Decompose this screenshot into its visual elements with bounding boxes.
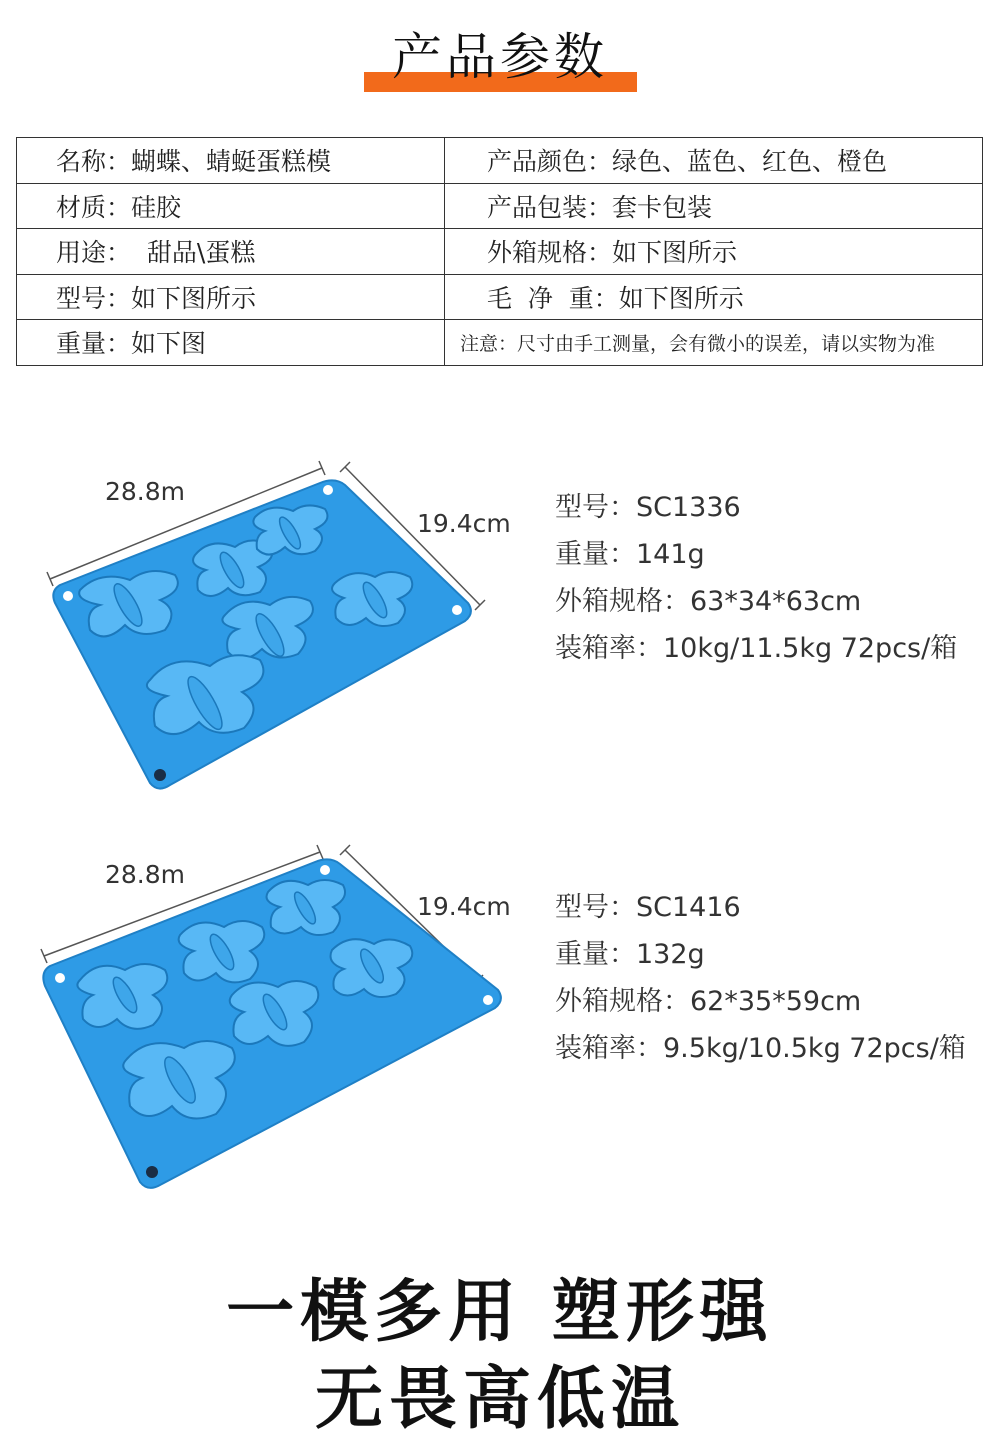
product-packing-rate: 装箱率：10kg/11.5kg 72pcs/箱 [555,633,958,664]
slogan-line-2: 无畏高低温 [314,1360,685,1439]
table-row [17,320,983,366]
spec-usage: 用途： 甜品\蛋糕 [17,229,445,275]
spec-name: 名称：蝴蝶、蜻蜓蛋糕模 [17,138,445,184]
table-row [17,229,983,275]
product-weight: 重量：141g [555,539,705,570]
spec-material: 材质：硅胶 [17,183,445,229]
spec-gross-net-weight: 毛 净 重：如下图所示 [445,274,983,320]
product-sc1336 [0,455,1000,815]
product-weight: 重量：132g [555,939,705,970]
spec-packaging: 产品包装：套卡包装 [445,183,983,229]
page-title: 产品参数 [392,28,608,86]
slogan-line-1: 一模多用 塑形强 [226,1273,774,1352]
table-row [17,274,983,320]
product-model: 型号：SC1416 [555,892,741,923]
spec-weight: 重量：如下图 [17,320,445,366]
product-packing-rate: 装箱率：9.5kg/10.5kg 72pcs/箱 [555,1033,966,1064]
spec-colors: 产品颜色：绿色、蓝色、红色、橙色 [445,138,983,184]
table-row [17,138,983,184]
spec-carton: 外箱规格：如下图所示 [445,229,983,275]
width-dimension-label: 19.4cm [417,509,511,538]
width-dimension-label: 19.4cm [417,892,511,921]
spec-table [16,137,983,366]
length-dimension-label: 28.8m [105,477,186,506]
product-model: 型号：SC1336 [555,492,741,523]
spec-note: 注意：尺寸由手工测量，会有微小的误差，请以实物为准 [445,320,983,366]
spec-model: 型号：如下图所示 [17,274,445,320]
product-sc1416 [0,840,1000,1200]
product-carton-size: 外箱规格：62*35*59cm [555,986,862,1017]
table-row [17,183,983,229]
product-info [555,484,957,672]
mold-image [0,455,520,805]
section-title [0,22,1000,102]
length-dimension-label: 28.8m [105,860,186,889]
product-info [555,884,966,1072]
product-carton-size: 外箱规格：63*34*63cm [555,586,862,617]
